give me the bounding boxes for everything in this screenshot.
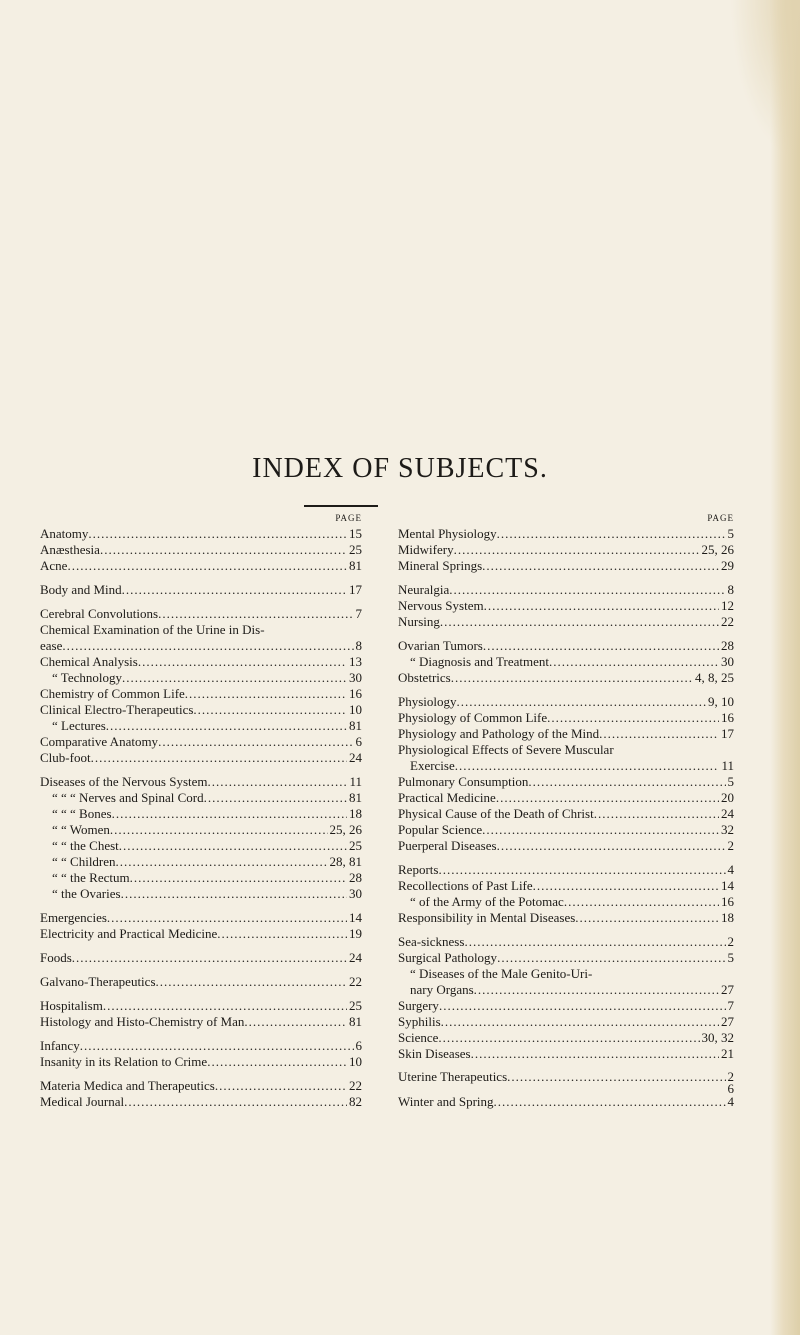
index-column-left [40, 510, 362, 1110]
dot-leader [528, 774, 725, 790]
entry-term: Anæsthesia [40, 542, 100, 557]
entry-pages: 16 [721, 710, 734, 725]
entry-pages: 25, 26 [701, 542, 734, 557]
dot-leader [497, 950, 725, 966]
entry-pages: 22 [721, 614, 734, 629]
entry-term: Sea-sickness [398, 934, 465, 949]
index-entry [40, 638, 362, 654]
dot-leader [549, 654, 719, 670]
index-entry [40, 686, 362, 702]
entry-term: Body and Mind [40, 582, 122, 597]
index-entry [40, 886, 362, 902]
entry-term: Recollections of Past Life [398, 878, 533, 893]
index-entry [40, 526, 362, 542]
entry-term: “ “ the Rectum [52, 870, 130, 885]
dot-leader [156, 974, 347, 990]
index-entry [40, 870, 362, 886]
dot-leader [455, 758, 720, 774]
index-entry [398, 838, 734, 854]
index-entry [398, 598, 734, 614]
entry-pages-continued: 6 [727, 1081, 734, 1096]
entry-pages: 6 [355, 1038, 362, 1053]
entry-pages: 5 [727, 950, 734, 965]
entry-pages: 81 [349, 790, 362, 805]
entry-pages: 2 [727, 838, 734, 853]
entry-term: “ the Ovaries [52, 886, 121, 901]
index-entry [398, 558, 734, 574]
dot-leader [484, 598, 719, 614]
index-entry [40, 950, 362, 966]
index-entry [398, 654, 734, 670]
index-entry [398, 934, 734, 950]
entry-term: “ “ Children [52, 854, 116, 869]
dot-leader [100, 542, 347, 558]
entry-pages: 30 [349, 886, 362, 901]
entry-term: Diseases of the Nervous System [40, 774, 208, 789]
entry-pages: 11 [349, 774, 362, 789]
entry-pages: 6 [355, 734, 362, 749]
entry-pages: 21 [721, 1046, 734, 1061]
dot-leader [72, 950, 347, 966]
entry-term: Surgical Pathology [398, 950, 498, 965]
index-entry [398, 582, 734, 598]
index-entry [40, 910, 362, 926]
entry-term: Puerperal Diseases [398, 838, 497, 853]
dot-leader [80, 1038, 354, 1054]
dot-leader [496, 790, 719, 806]
entry-pages: 18 [349, 806, 362, 821]
dot-leader [451, 670, 693, 686]
dot-leader [204, 790, 347, 806]
entry-term: Practical Medicine [398, 790, 496, 805]
index-entry [398, 878, 734, 894]
dot-leader [594, 806, 719, 822]
entry-term: Histology and Histo-Chemistry of Man [40, 1014, 245, 1029]
page-column-header: PAGE [335, 513, 362, 523]
entry-term: Physiological Effects of Severe Muscular [398, 742, 614, 757]
dot-leader [138, 654, 347, 670]
index-entry [40, 1014, 362, 1030]
index-entry [398, 614, 734, 630]
dot-leader [474, 982, 719, 998]
dot-leader [464, 934, 725, 950]
index-entry [398, 694, 734, 710]
index-entry [40, 718, 362, 734]
index-entry [398, 726, 734, 742]
index-entry [398, 862, 734, 878]
entry-pages: 30 [721, 654, 734, 669]
dot-leader [599, 726, 719, 742]
dot-leader [439, 998, 726, 1014]
entry-term: Chemical Examination of the Urine in Dis- [40, 622, 265, 637]
page-title: INDEX OF SUBJECTS. [252, 453, 548, 484]
index-entry [398, 998, 734, 1014]
entry-pages: 7 [727, 998, 734, 1013]
index-entry [40, 622, 362, 638]
dot-leader [124, 1094, 347, 1110]
entry-term: Neuralgia [398, 582, 450, 597]
index-entry [40, 1038, 362, 1054]
dot-leader [208, 774, 348, 790]
dot-leader [88, 526, 347, 542]
entry-pages: 18 [721, 910, 734, 925]
entry-pages: 28, 81 [329, 854, 362, 869]
entry-term: Emergencies [40, 910, 107, 925]
index-entry [398, 790, 734, 806]
index-entry [398, 966, 734, 982]
entry-term: Medical Journal [40, 1094, 125, 1109]
entry-pages: 4 [727, 1094, 734, 1109]
entry-pages: 81 [349, 1014, 362, 1029]
entry-pages: 5 [727, 526, 734, 541]
index-entry [398, 774, 734, 790]
index-entry [40, 1094, 362, 1110]
dot-leader [110, 822, 328, 838]
entry-term: Mineral Springs [398, 558, 483, 573]
entry-term: Comparative Anatomy [40, 734, 159, 749]
dot-leader [575, 910, 719, 926]
index-entry [40, 606, 362, 622]
entry-term: Mental Physiology [398, 526, 497, 541]
entry-pages: 29 [721, 558, 734, 573]
entry-pages: 27 [721, 1014, 734, 1029]
dot-leader [440, 614, 719, 630]
dot-leader [244, 1014, 347, 1030]
dot-leader [547, 710, 719, 726]
index-entry [40, 670, 362, 686]
entry-term: Uterine Therapeutics [398, 1069, 508, 1084]
entry-term: Physiology of Common Life [398, 710, 548, 725]
entry-term: Clinical Electro-Therapeutics [40, 702, 194, 717]
entry-term: Foods [40, 950, 72, 965]
entry-pages: 14 [721, 878, 734, 893]
entry-term: Galvano-Therapeutics [40, 974, 156, 989]
index-entry [40, 542, 362, 558]
dot-leader [112, 806, 347, 822]
entry-pages: 15 [349, 526, 362, 541]
entry-term: Obstetrics [398, 670, 451, 685]
entry-pages: 10 [349, 702, 362, 717]
entry-term: Pulmonary Consumption [398, 774, 529, 789]
index-entry [40, 854, 362, 870]
entry-pages: 25, 26 [329, 822, 362, 837]
entry-term: “ of the Army of the Potomac [410, 894, 564, 909]
entry-pages: 81 [349, 558, 362, 573]
entry-pages: 16 [349, 686, 362, 701]
entry-pages: 28 [721, 638, 734, 653]
index-entry [398, 758, 734, 774]
dot-leader [215, 1078, 347, 1094]
entry-pages: 11 [721, 758, 734, 773]
entry-term: Cerebral Convolutions [40, 606, 159, 621]
page-column-header: PAGE [707, 513, 734, 523]
entry-pages: 24 [349, 950, 362, 965]
entry-pages: 28 [349, 870, 362, 885]
entry-term: Infancy [40, 1038, 80, 1053]
index-entry [40, 926, 362, 942]
entry-pages: 4 [727, 862, 734, 877]
entry-pages: 12 [721, 598, 734, 613]
index-entry [398, 542, 734, 558]
entry-term: Reports [398, 862, 439, 877]
entry-pages: 10 [349, 1054, 362, 1069]
index-entry [40, 654, 362, 670]
dot-leader [507, 1070, 725, 1084]
dot-leader [103, 998, 347, 1014]
dot-leader [185, 686, 347, 702]
entry-term: Nursing [398, 614, 440, 629]
entry-term: Winter and Spring [398, 1094, 494, 1109]
entry-term: Surgery [398, 998, 439, 1013]
entry-pages: 30, 32 [701, 1030, 734, 1045]
entry-pages: 13 [349, 654, 362, 669]
entry-term: Chemical Analysis [40, 654, 138, 669]
entry-term: Anatomy [40, 526, 89, 541]
dot-leader [471, 1046, 719, 1062]
entry-pages: 8 [355, 638, 362, 653]
entry-pages: 7 [355, 606, 362, 621]
entry-term: Physiology and Pathology of the Mind [398, 726, 600, 741]
entry-pages: 9, 10 [708, 694, 734, 709]
entry-pages: 8 [727, 582, 734, 597]
dot-leader [564, 894, 719, 910]
dot-leader [119, 838, 347, 854]
entry-term: Physical Cause of the Death of Christ [398, 806, 594, 821]
index-entry [398, 742, 734, 758]
entry-pages: 25 [349, 998, 362, 1013]
entry-term: “ Technology [52, 670, 122, 685]
entry-pages: 2 [727, 1069, 734, 1084]
entry-term: Exercise [410, 758, 455, 773]
index-entry [398, 806, 734, 822]
entry-pages: 19 [349, 926, 362, 941]
index-entry [398, 638, 734, 654]
dot-leader [482, 822, 719, 838]
entry-pages: 24 [721, 806, 734, 821]
entry-term: “ “ Women [52, 822, 110, 837]
dot-leader [494, 1094, 726, 1110]
dot-leader [438, 862, 725, 878]
index-column-right [398, 510, 734, 1110]
entry-term: Chemistry of Common Life [40, 686, 185, 701]
index-entry [40, 822, 362, 838]
entry-term: Physiology [398, 694, 457, 709]
dot-leader [497, 838, 726, 854]
entry-term: Ovarian Tumors [398, 638, 483, 653]
index-entry [398, 822, 734, 838]
dot-leader [158, 606, 353, 622]
entry-pages: 27 [721, 982, 734, 997]
entry-pages: 4, 8, 25 [695, 670, 734, 685]
entry-pages: 17 [349, 582, 362, 597]
index-entry [40, 998, 362, 1014]
entry-pages: 22 [349, 974, 362, 989]
index-entry [40, 1054, 362, 1070]
dot-leader [217, 926, 347, 942]
entry-term: Midwifery [398, 542, 454, 557]
dot-leader [449, 582, 725, 598]
page-edge-stain [730, 0, 800, 160]
entry-term: “ Lectures [52, 718, 106, 733]
dot-leader [438, 1030, 699, 1046]
entry-term: “ “ “ Bones [52, 806, 112, 821]
entry-term: “ “ the Chest [52, 838, 119, 853]
index-entry [398, 1030, 734, 1046]
dot-leader [441, 1014, 719, 1030]
entry-term: “ Diagnosis and Treatment [410, 654, 550, 669]
index-entry [40, 702, 362, 718]
entry-term: “ Diseases of the Male Genito-Uri- [410, 966, 593, 981]
entry-pages: 5 [727, 774, 734, 789]
index-entry [40, 838, 362, 854]
entry-pages: 30 [349, 670, 362, 685]
index-entry [40, 734, 362, 750]
entry-term: Responsibility in Mental Diseases [398, 910, 576, 925]
entry-pages: 82 [349, 1094, 362, 1109]
title-rule [304, 505, 378, 507]
entry-term: Electricity and Practical Medicine [40, 926, 218, 941]
entry-pages: 32 [721, 822, 734, 837]
dot-leader [207, 1054, 347, 1070]
entry-term: ease [40, 638, 63, 653]
entry-term: Hospitalism [40, 998, 103, 1013]
dot-leader [483, 638, 719, 654]
entry-pages: 17 [721, 726, 734, 741]
dot-leader [482, 558, 719, 574]
entry-term: nary Organs [410, 982, 474, 997]
index-entry [398, 1046, 734, 1062]
dot-leader [91, 750, 347, 766]
entry-term: Insanity in its Relation to Crime [40, 1054, 208, 1069]
index-entry [398, 710, 734, 726]
dot-leader [158, 734, 353, 750]
dot-leader [533, 878, 719, 894]
dot-leader [106, 718, 347, 734]
entry-term: Science [398, 1030, 439, 1045]
page-edge-shading [770, 0, 800, 1335]
dot-leader [497, 526, 726, 542]
entry-pages: 25 [349, 838, 362, 853]
entry-term: Syphilis [398, 1014, 441, 1029]
entry-pages: 24 [349, 750, 362, 765]
index-entry [40, 806, 362, 822]
entry-pages: 20 [721, 790, 734, 805]
entry-pages: 16 [721, 894, 734, 909]
index-entry [398, 1070, 734, 1084]
dot-leader [122, 670, 347, 686]
index-entry [398, 910, 734, 926]
dot-leader [121, 886, 347, 902]
dot-leader [62, 638, 353, 654]
entry-term: Popular Science [398, 822, 483, 837]
dot-leader [122, 582, 347, 598]
entry-term: Materia Medica and Therapeutics [40, 1078, 215, 1093]
index-entry [40, 582, 362, 598]
entry-term: Acne [40, 558, 68, 573]
index-entry [40, 774, 362, 790]
entry-term: Skin Diseases [398, 1046, 471, 1061]
entry-pages: 22 [349, 1078, 362, 1093]
index-entry [40, 558, 362, 574]
entry-pages: 14 [349, 910, 362, 925]
dot-leader [454, 542, 700, 558]
entry-pages: 81 [349, 718, 362, 733]
entry-pages: 2 [727, 934, 734, 949]
index-entry [398, 1094, 734, 1110]
index-entry [398, 950, 734, 966]
entry-term: “ “ “ Nerves and Spinal Cord [52, 790, 204, 805]
index-entry [40, 750, 362, 766]
index-entry [398, 526, 734, 542]
index-entry [398, 670, 734, 686]
dot-leader [67, 558, 347, 574]
index-entry [40, 1078, 362, 1094]
dot-leader [116, 854, 328, 870]
entry-term: Nervous System [398, 598, 484, 613]
dot-leader [457, 694, 706, 710]
index-entry [40, 790, 362, 806]
dot-leader [193, 702, 347, 718]
index-entry [40, 974, 362, 990]
dot-leader [130, 870, 347, 886]
entry-pages: 25 [349, 542, 362, 557]
index-entry [398, 982, 734, 998]
index-entry [398, 894, 734, 910]
dot-leader [107, 910, 347, 926]
entry-term: Club-foot [40, 750, 91, 765]
index-entry [398, 1014, 734, 1030]
